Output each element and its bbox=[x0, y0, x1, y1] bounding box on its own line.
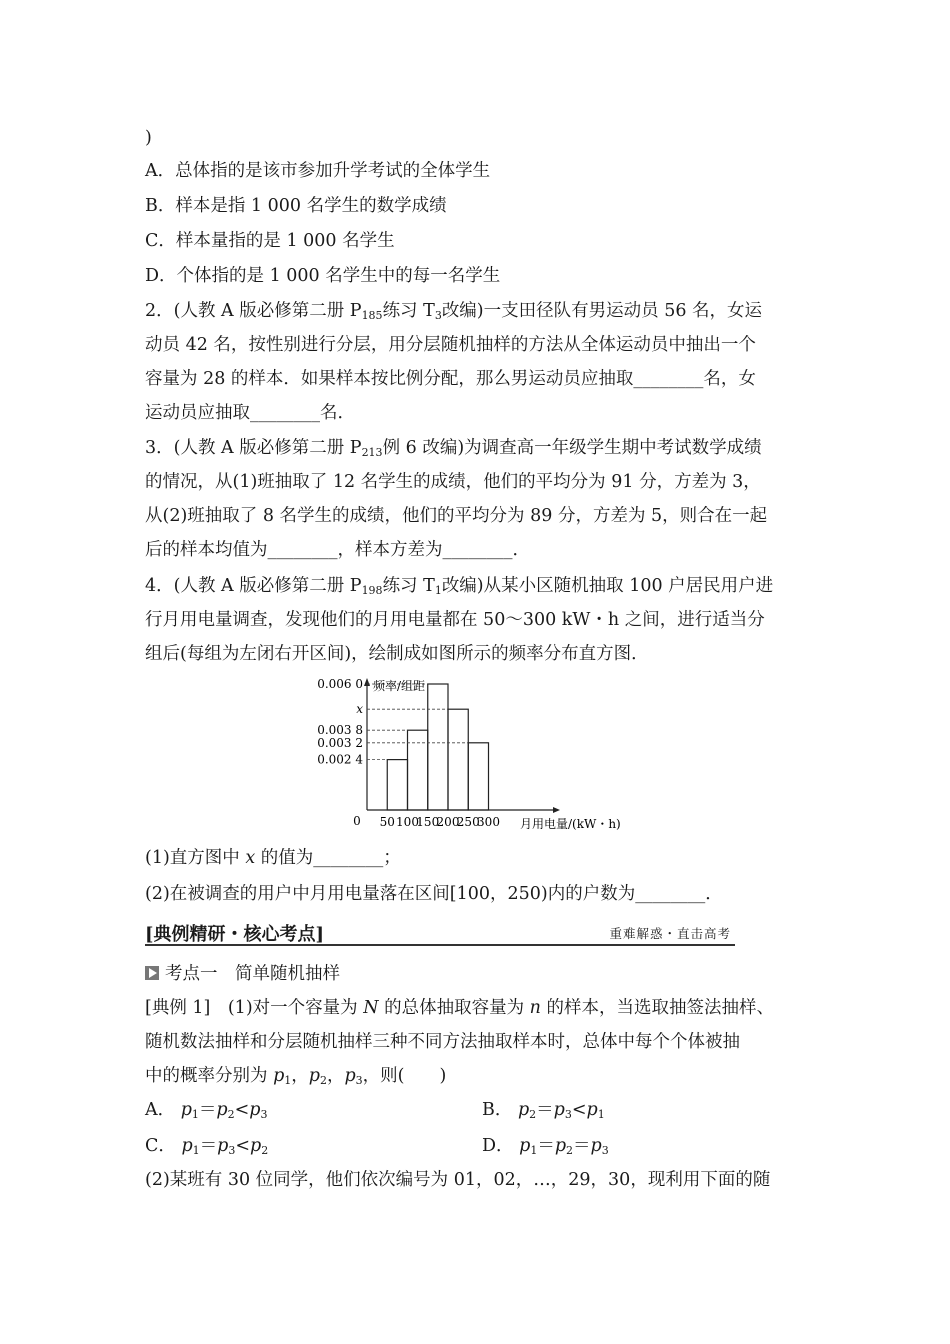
frequency-histogram bbox=[315, 676, 645, 836]
q2-line-4: 运动员应抽取________名． bbox=[145, 403, 355, 423]
q3-line-3: 从(2)班抽取了 8 名学生的成绩，他们的平均分为 89 分，方差为 5，则合在一起 bbox=[145, 506, 768, 526]
x-tick-label: 150 bbox=[416, 815, 440, 829]
x-tick-label: 200 bbox=[436, 815, 460, 829]
example-line-3: 中的概率分别为 $p_1$，$p_2$，$p_3$，则( ) bbox=[145, 1066, 447, 1087]
option-b: B．样本是指 1 000 名学生的数学成绩 bbox=[145, 196, 447, 216]
histogram-bar bbox=[468, 743, 488, 810]
example-line-2: 随机数法抽样和分层随机抽样三种不同方法抽取样本时，总体中每个个体被抽 bbox=[145, 1032, 740, 1052]
q4-line-2: 行月用电量调查，发现他们的月用电量都在 50～300 kW・h 之间，进行适当分 bbox=[145, 610, 765, 630]
histogram-bar bbox=[428, 684, 448, 810]
q2-line-1: 2．(人教 A 版必修第二册 $P_{185}$练习 $T_3$改编)一支田径队有男运动员 56 名，女运 bbox=[145, 301, 763, 322]
section-header bbox=[145, 918, 735, 946]
paren-line: ) bbox=[145, 128, 152, 148]
section-rule bbox=[145, 944, 735, 946]
q4-line-3: 组后(每组为左闭右开区间)，绘制成如图所示的频率分布直方图． bbox=[145, 644, 649, 664]
x-axis-label: 月用电量/(kW・h) bbox=[520, 817, 621, 831]
y-tick-label: 0.003 8 bbox=[317, 723, 363, 738]
y-tick-label: 0.003 2 bbox=[317, 735, 363, 750]
q2-line-2: 动员 42 名，按性别进行分层，用分层随机抽样的方法从全体运动员中抽出一个 bbox=[145, 335, 756, 355]
example-line-last: (2)某班有 30 位同学，他们依次编号为 01，02，…，29，30，现利用下面的随 bbox=[145, 1170, 771, 1190]
section-tag: 重难解惑・直击高考 bbox=[609, 926, 731, 941]
q3-line-4: 后的样本均值为________，样本方差为________． bbox=[145, 540, 530, 560]
q2-line-3: 容量为 28 的样本．如果样本按比例分配，那么男运动员应抽取________名，女 bbox=[145, 369, 756, 389]
q4-sub-2: (2)在被调查的用户中月用电量落在区间[100，250)内的户数为________． bbox=[145, 884, 723, 904]
q4-line-1: 4．(人教 A 版必修第二册 $P_{198}$练习 $T_1$改编)从某小区随机抽取 100 户居民用户进 bbox=[145, 576, 774, 597]
x-tick-label: 50 bbox=[379, 815, 395, 829]
section-title: [典例精研・核心考点] bbox=[145, 924, 325, 945]
histogram-bar bbox=[387, 760, 407, 810]
example-option-c: C． $p_1=p_3<p_2$ bbox=[145, 1136, 269, 1157]
y-axis-arrow bbox=[364, 678, 370, 686]
histogram-bar bbox=[408, 730, 428, 810]
q3-line-1: 3．(人教 A 版必修第二册 $P_{213}$例 6 改编)为调查高一年级学生期中考试数学成绩 bbox=[145, 438, 762, 459]
option-d: D．个体指的是 1 000 名学生中的每一名学生 bbox=[145, 266, 501, 286]
q3-line-2: 的情况，从(1)班抽取了 12 名学生的成绩，他们的平均分为 91 分，方差为 3， bbox=[145, 472, 761, 492]
x-tick-label: 250 bbox=[456, 815, 480, 829]
option-c: C．样本量指的是 1 000 名学生 bbox=[145, 231, 395, 251]
y-axis-label: 频率/组距 bbox=[373, 679, 426, 693]
play-icon bbox=[145, 966, 159, 980]
y-tick-label: x bbox=[356, 702, 363, 717]
example-option-d: D． $p_1=p_2=p_3$ bbox=[482, 1136, 609, 1157]
example-line-1: [典例 1] (1)对一个容量为 N 的总体抽取容量为 n 的样本，当选取抽签法抽样、 bbox=[145, 998, 774, 1018]
x-axis-arrow bbox=[553, 807, 560, 813]
x-tick-label: 100 bbox=[396, 815, 419, 829]
topic-heading: 考点一 简单随机抽样 bbox=[145, 962, 340, 986]
y-tick-label: 0.006 0 bbox=[317, 677, 363, 691]
histogram-bar bbox=[448, 709, 468, 810]
q4-sub-1: (1)直方图中 x 的值为________； bbox=[145, 848, 401, 868]
example-option-a: A． $p_1=p_2<p_3$ bbox=[145, 1100, 268, 1121]
option-a: A．总体指的是该市参加升学考试的全体学生 bbox=[145, 161, 491, 181]
origin-label: 0 bbox=[353, 814, 361, 828]
y-tick-label: 0.002 4 bbox=[317, 752, 363, 767]
example-option-b: B． $p_2=p_3<p_1$ bbox=[482, 1100, 605, 1121]
x-tick-label: 300 bbox=[477, 815, 500, 829]
